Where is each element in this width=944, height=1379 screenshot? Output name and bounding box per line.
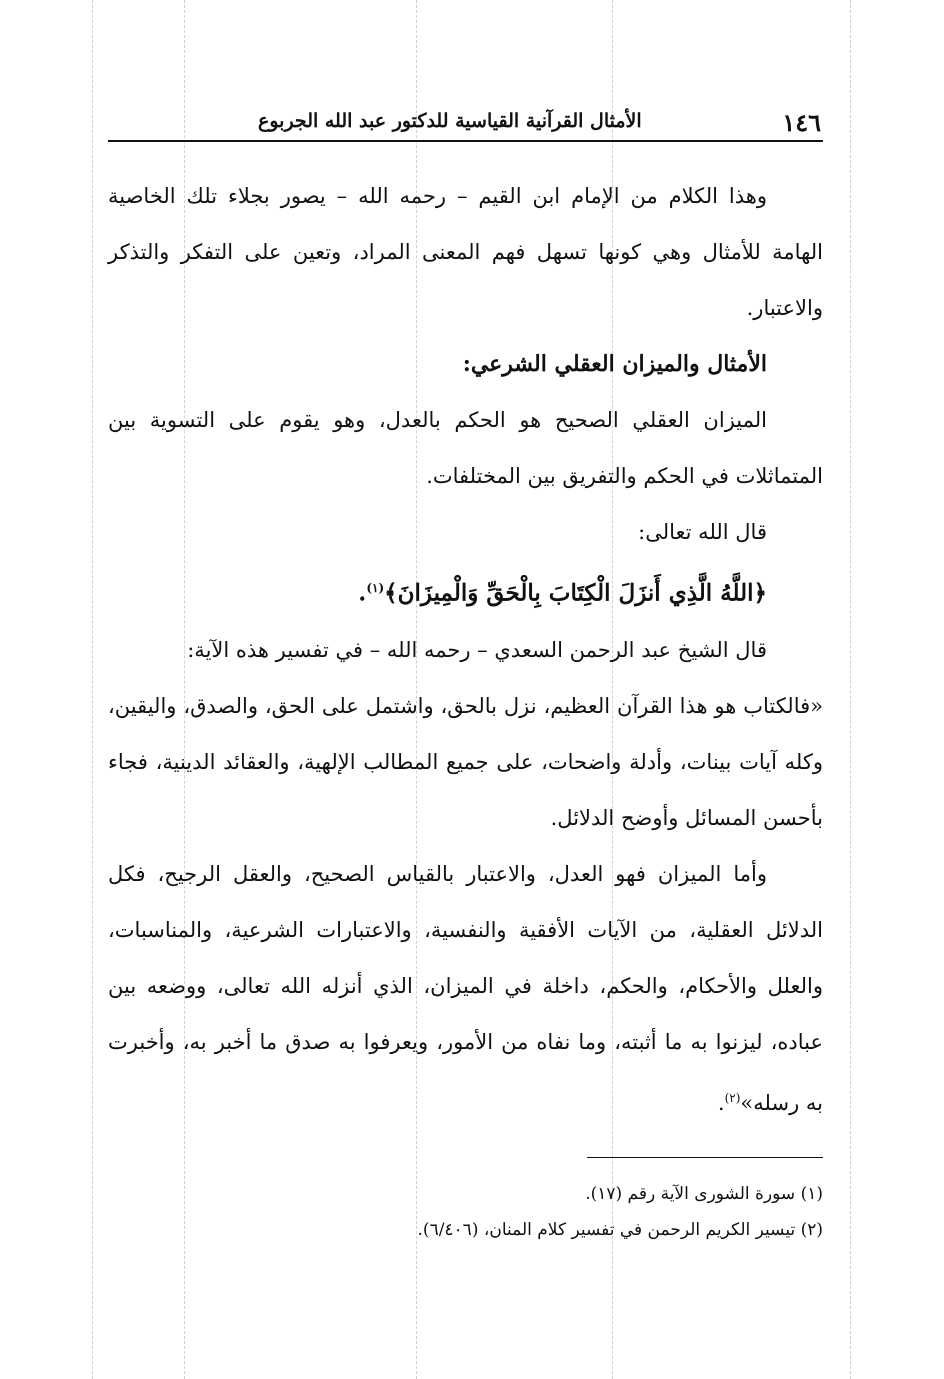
footnote-ref: (١): [366, 581, 385, 595]
footnote-ref: (٢): [724, 1090, 741, 1105]
paragraph-text: وأما الميزان فهو العدل، والاعتبار بالقياس الصحيح، والعقل الرجيح، فكل الدلائل العقلية، من الآيات الأفقية والنفسية، والاعتبارات الشرعية، والمناسبات، والعلل والأحكام، والحكم، داخلة في الميزان، الذي أنزله الله تعالى، ووضعه بين عباده، ليزنوا به ما أثبته، وما نفاه من الأمور، ويعرفوا به صدق ما أخبر به، وأخبرت به رسله»: [108, 861, 823, 1115]
section-heading: الأمثال والميزان العقلي الشرعي:: [462, 351, 767, 377]
paragraph-end: .: [717, 1090, 725, 1115]
page-number: ١٤٦: [782, 108, 821, 137]
paragraph: قال الشيخ عبد الرحمن السعدي – رحمه الله – في تفسير هذه الآية:: [187, 637, 767, 662]
paragraph: وهذا الكلام من الإمام ابن القيم – رحمه الله – يصور بجلاء تلك الخاصية الهامة للأمثال وهي كونها تسهل فهم المعنى المراد، وتعين على التفكر والتذكر والاعتبار.: [108, 184, 823, 320]
running-title: الأمثال القرآنية القياسية للدكتور عبد الله الجربوع: [258, 110, 642, 132]
page-header: [108, 100, 823, 142]
quote-paragraph: «فالكتاب هو هذا القرآن العظيم، نزل بالحق، واشتمل على الحق، والصدق، واليقين، وكله آيات بينات، وأدلة واضحات، على جميع المطالب الإلهية، والعقائد الدينية، فجاء بأحسن المسائل وأوضح الدلائل.: [108, 693, 823, 830]
paragraph: قال الله تعالى:: [638, 520, 767, 544]
body-text: [108, 168, 823, 1131]
verse-text: ﴿اللَّهُ الَّذِي أَنزَلَ الْكِتَابَ بِالْحَقِّ وَالْمِيزَانَ﴾: [384, 579, 767, 607]
scan-guide-line: [850, 0, 851, 1379]
paragraph: [108, 846, 823, 1131]
verse-end: .: [358, 579, 367, 607]
book-page: [108, 100, 823, 1248]
footnotes: [108, 1176, 823, 1248]
footnote: (١) سورة الشورى الآية رقم (١٧).: [585, 1183, 823, 1204]
footnote: (٢) تيسير الكريم الرحمن في تفسير كلام المنان، (٦/٤٠٦).: [417, 1219, 823, 1240]
quran-verse: [108, 560, 823, 622]
paragraph: الميزان العقلي الصحيح هو الحكم بالعدل، وهو يقوم على التسوية بين المتماثلات في الحكم والتفريق بين المختلفات.: [108, 408, 823, 488]
scan-guide-line: [92, 0, 93, 1379]
footnote-separator: [587, 1157, 823, 1158]
